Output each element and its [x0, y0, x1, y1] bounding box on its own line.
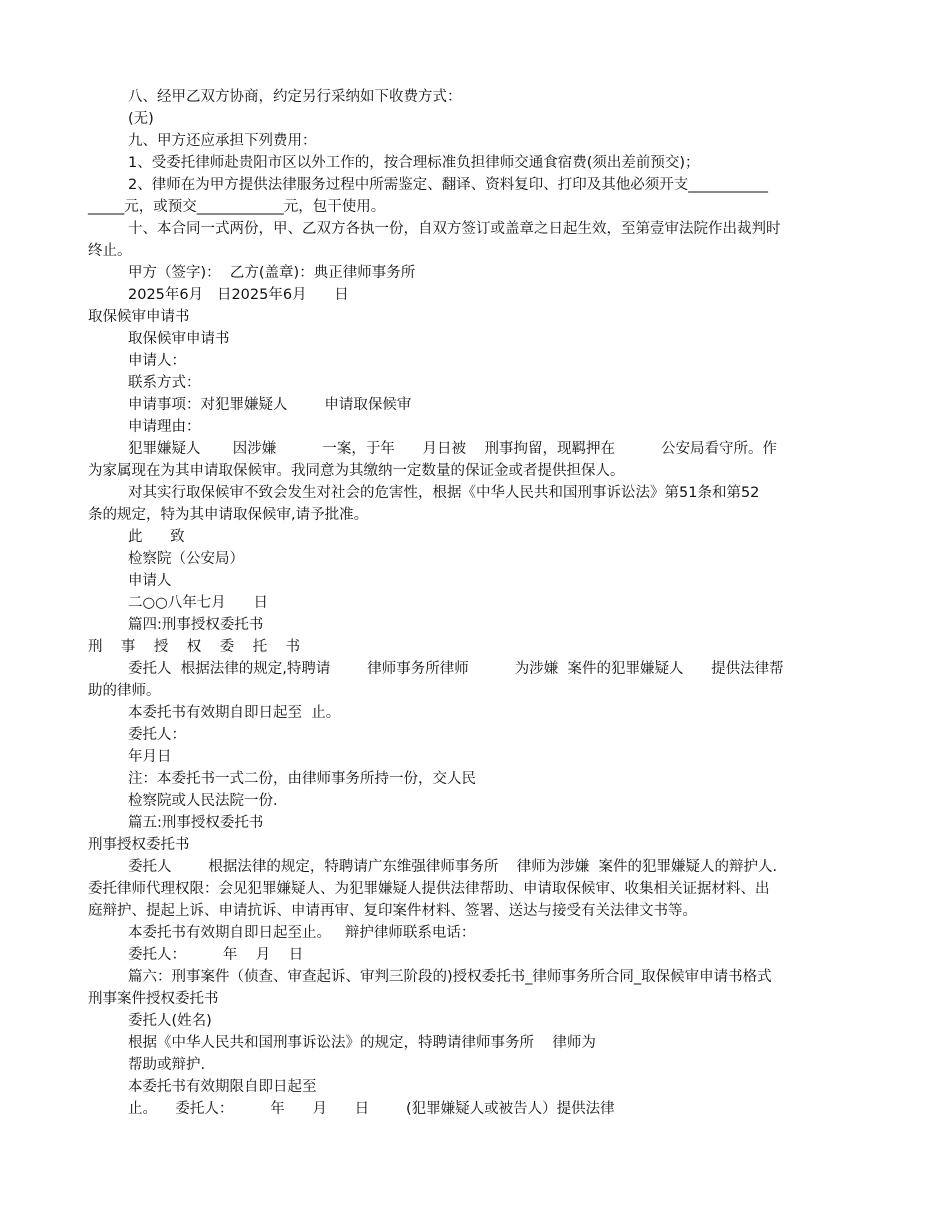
text-line: 申请理由：	[128, 419, 201, 435]
date-line: 年月日	[128, 749, 172, 765]
text-line: _____元，或预交____________元，包干使用。	[88, 199, 386, 215]
text-line: 止。 委托人： 年 月 日 (犯罪嫌疑人或被告人）提供法律	[128, 1101, 615, 1117]
text-line: 委托人 根据法律的规定，特聘请广东维强律师事务所 律师为涉嫌 案件的犯罪嫌疑人的辩护人.	[128, 859, 778, 875]
text-line: 助的律师。	[88, 683, 161, 699]
document-title: 刑事案件授权委托书	[88, 991, 219, 1007]
date-line: 2025年6月 日2025年6月 日	[128, 287, 349, 303]
text-line: 2、律师在为甲方提供法律服务过程中所需鉴定、翻译、资料复印、打印及其他必须开支___________	[128, 177, 768, 193]
text-line: 本委托书有效期自即日起至止。 辩护律师联系电话：	[128, 925, 476, 941]
date-line: 委托人： 年 月 日	[128, 947, 304, 963]
text-line: 委托人(姓名)	[128, 1013, 212, 1029]
text-line: 条的规定，特为其申请取保候审,请予批准。	[88, 507, 369, 523]
text-line: 检察院（公安局）	[128, 551, 244, 567]
text-line: 终止。	[88, 243, 132, 259]
text-line: 委托人 根据法律的规定,特聘请 律师事务所律师 为涉嫌 案件的犯罪嫌疑人 提供法律帮	[128, 661, 784, 677]
document-page	[88, 86, 863, 1120]
text-line: 注：本委托书一式二份，由律师事务所持一份，交人民	[128, 771, 476, 787]
document-title: 刑事授权委托书	[88, 837, 190, 853]
section-heading: 取保候审申请书	[88, 309, 190, 325]
section-heading: 篇四:刑事授权委托书	[128, 617, 264, 633]
text-line: 庭辩护、提起上诉、申请抗诉、申请再审、复印案件材料、签署、送达与接受有关法律文书等。	[88, 903, 697, 919]
text-line: 申请人	[128, 573, 172, 589]
text-line: 帮助或辩护.	[128, 1057, 206, 1073]
signature-line: 甲方（签字)： 乙方(盖章)：典正律师事务所	[128, 265, 416, 281]
text-line: (无)	[128, 111, 154, 127]
text-line: 委托律师代理权限：会见犯罪嫌疑人、为犯罪嫌疑人提供法律帮助、申请取保候审、收集相关证据材料、出	[88, 881, 770, 897]
date-line: 二○○八年七月 日	[128, 595, 268, 611]
text-line: 九、甲方还应承担下列费用：	[128, 133, 317, 149]
text-line: 此 致	[128, 529, 185, 545]
text-line: 对其实行取保候审不致会发生对社会的危害性，根据《中华人民共和国刑事诉讼法》第51条和第52	[128, 485, 760, 501]
text-line: 申请事项：对犯罪嫌疑人 申请取保候审	[128, 397, 412, 413]
document-title: 刑 事 授 权 委 托 书	[88, 639, 301, 655]
text-line: 申请人：	[128, 353, 186, 369]
section-heading: 篇六：刑事案件（侦查、审查起诉、审判三阶段的)授权委托书_律师事务所合同_取保候审申请书格式	[128, 969, 772, 985]
section-heading: 篇五:刑事授权委托书	[128, 815, 264, 831]
text-line: 本委托书有效期限自即日起至	[128, 1079, 317, 1095]
text-line: 为家属现在为其申请取保候审。我同意为其缴纳一定数量的保证金或者提供担保人。	[88, 463, 625, 479]
text-line: 本委托书有效期自即日起至 止。	[128, 705, 341, 721]
document-title: 取保候审申请书	[128, 331, 230, 347]
text-line: 联系方式：	[128, 375, 201, 391]
text-line: 委托人：	[128, 727, 186, 743]
text-line: 根据《中华人民共和国刑事诉讼法》的规定，特聘请律师事务所 律师为	[128, 1035, 596, 1051]
text-line: 犯罪嫌疑人 因涉嫌 一案，于年 月日被 刑事拘留，现羁押在 公安局看守所。作	[128, 441, 778, 457]
text-line: 八、经甲乙双方协商，约定另行采纳如下收费方式：	[128, 89, 462, 105]
text-line: 1、受委托律师赴贵阳市区以外工作的，按合理标准负担律师交通食宿费(须出差前预交)；	[128, 155, 700, 171]
text-line: 检察院或人民法院一份.	[128, 793, 278, 809]
text-line: 十、本合同一式两份，甲、乙双方各执一份，自双方签订或盖章之日起生效，至第壹审法院作出裁判时	[128, 221, 781, 237]
